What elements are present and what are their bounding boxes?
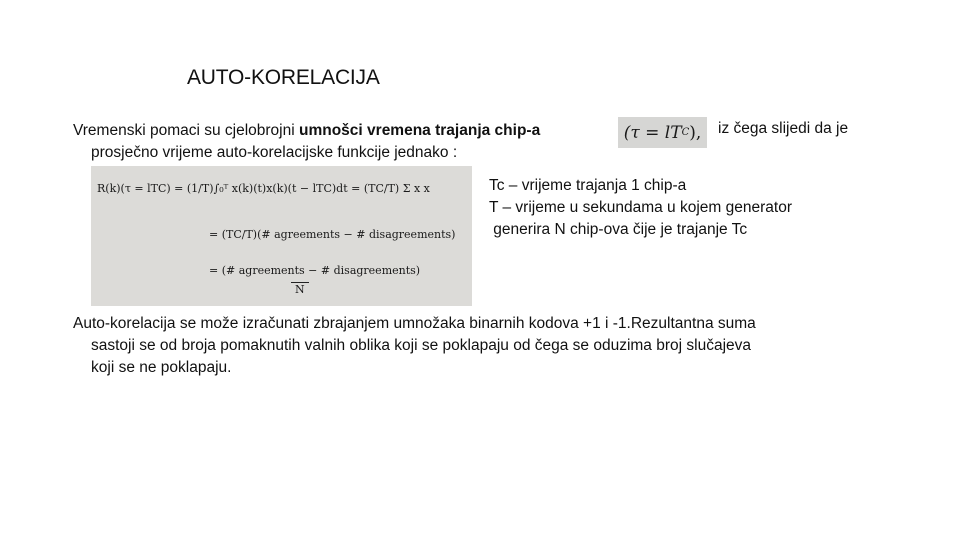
intro-lead: Vremenski pomaci su cjelobrojni [73, 122, 299, 139]
autocorrelation-formula-image [91, 166, 472, 306]
formula-line-3: = (# agreements − # disagreements) [209, 264, 421, 277]
tau-formula-sub: C [681, 127, 690, 138]
intro-bold: umnošci vremena trajanja chip-a [299, 122, 541, 139]
intro-tail: iz čega slijedi da je [718, 120, 849, 137]
definition-t: T – vrijeme u sekundama u kojem generator [489, 199, 792, 216]
tau-formula-image [618, 117, 707, 148]
tau-formula-end: ), [689, 122, 702, 143]
definition-tc: Tc – vrijeme trajanja 1 chip-a [489, 177, 687, 194]
summary-paragraph [73, 313, 893, 379]
slide-title: AUTO-KORELACIJA [187, 66, 380, 89]
definitions-list [489, 175, 792, 241]
formula-line-3-den: N [291, 282, 309, 296]
tau-formula-text: (τ = lT [623, 122, 682, 143]
definition-n: generira N chip-ova čije je trajanje Tc [489, 221, 748, 238]
summary-line-3: koji se ne poklapaju. [91, 359, 232, 376]
formula-line-2: = (TC/T)(# agreements − # disagreements) [209, 228, 456, 241]
formula-line-1: R(k)(τ = lTC) = (1/T)∫₀ᵀ x(k)(t)x(k)(t − lTC)dt = (TC/T) Σ x x [97, 182, 430, 195]
intro-line2: prosječno vrijeme auto-korelacijske funkcije jednako : [91, 144, 458, 161]
summary-line-1: Auto-korelacija se može izračunati zbrajanjem umnožaka binarnih kodova +1 i -1.Rezultantna suma [73, 315, 756, 332]
summary-line-2: sastoji se od broja pomaknutih valnih oblika koji se poklapaju od čega se oduzima broj slučajeva [91, 337, 751, 354]
